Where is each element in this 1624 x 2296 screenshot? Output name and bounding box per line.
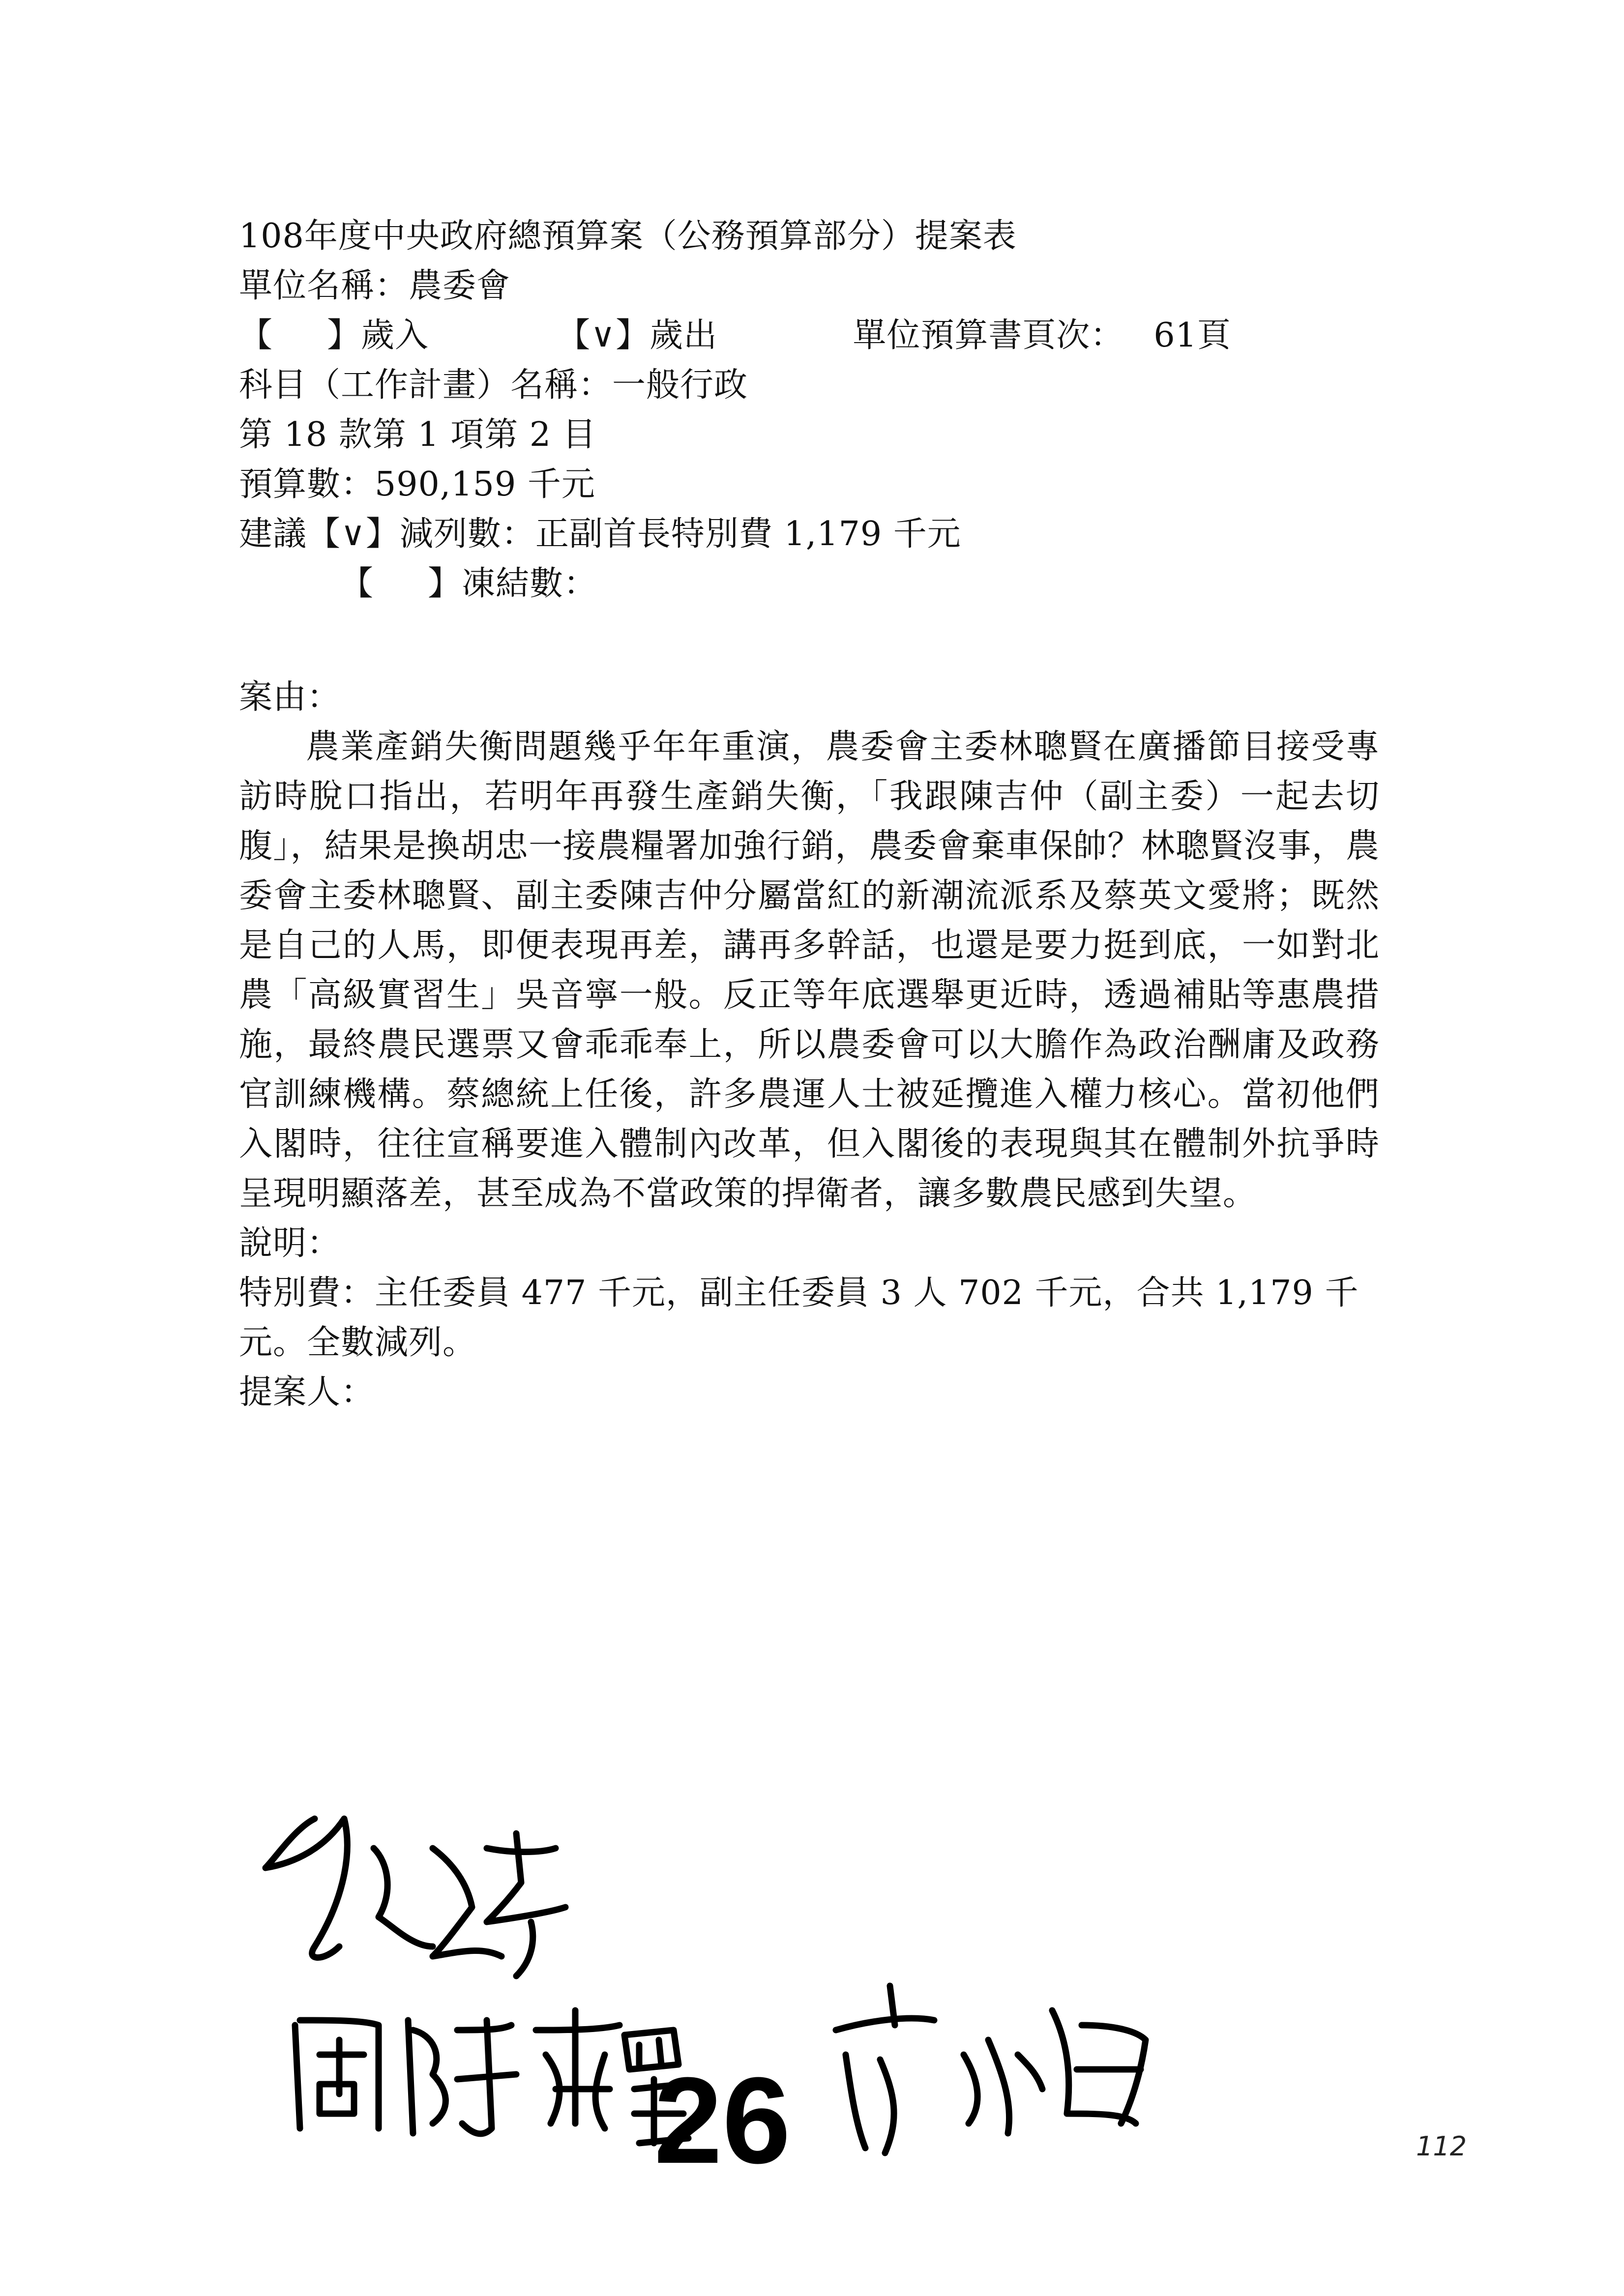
reduce-line: [239, 509, 1419, 559]
proposal-form: [239, 211, 1419, 1417]
subject-line: [239, 360, 1419, 410]
freeze-line: [239, 559, 1419, 609]
reduce-checkbox: ∨: [341, 515, 366, 553]
stamp-number: 26: [654, 2052, 791, 2189]
freeze-label: 凍結數：: [462, 564, 598, 603]
unit-line: [239, 261, 1419, 311]
reason-label: 案由：: [239, 678, 341, 717]
explanation-label: 說明：: [239, 1224, 341, 1263]
proposer-label: 提案人：: [239, 1373, 375, 1412]
budget-value: 590,159 千元: [375, 465, 595, 504]
reduce-label: 減列數：: [399, 515, 535, 553]
revenue-label: 歲入: [361, 316, 429, 355]
page-ref-value: 61頁: [1153, 316, 1231, 355]
freeze-bracket-close: 】: [428, 564, 462, 603]
page-ref-label: 單位預算書頁次：: [853, 316, 1124, 355]
item-line: 第 18 款第 1 項第 2 目: [239, 415, 596, 454]
budget-line: [239, 460, 1419, 509]
form-title: 108年度中央政府總預算案（公務預算部分）提案表: [239, 217, 1017, 256]
revenue-bracket-close: 】: [327, 316, 361, 355]
subject-label: 科目（工作計畫）名稱：: [239, 366, 613, 405]
reason-text: 農業產銷失衡問題幾乎年年重演，農委會主委林聰賢在廣播節目接受專訪時脫口指出，若明年再發生產銷失衡，「我跟陳吉仲（副主委）一起去切腹」，結果是換胡忠一接農糧署加強行銷，農委會棄車保帥？林聰賢沒事，農委會主委林聰賢、副主委陳吉仲分屬當紅的新潮流派系及蔡英文愛將；既然是自己的人馬，即便表現再差，講再多幹話，也還是要力挺到底，一如對北農「高級實習生」吳音寧一般。反正等年底選舉更近時，透過補貼等惠農措施，最終農民選票又會乖乖奉上，所以農委會可以大膽作為政治酬庸及政務官訓練機構。蔡總統上任後，許多農運人士被延攬進入權力核心。當初他們入閣時，往往宣稱要進入體制內改革，但入閣後的表現與其在體制外抗爭時呈現明顯落差，甚至成為不當政策的捍衛者，讓多數農民感到失望。: [239, 727, 1380, 1213]
revenue-bracket-open: 【: [239, 316, 273, 355]
reduce-bracket-close: 】: [365, 515, 400, 553]
expenditure-bracket-close: 】: [616, 316, 650, 355]
subject-value: 一般行政: [612, 366, 748, 405]
expenditure-label: 歲出: [650, 316, 718, 355]
page-number: 112: [1416, 2131, 1467, 2162]
suggestion-label: 建議: [239, 515, 307, 553]
signature-1: [266, 1819, 565, 1976]
signature-3: [836, 1986, 1146, 2153]
budget-label: 預算數：: [239, 465, 375, 504]
reduce-value: 正副首長特別費 1,179 千元: [535, 515, 961, 553]
freeze-bracket-open: 【: [340, 564, 374, 603]
expenditure-bracket-open: 【: [557, 316, 591, 355]
signature-2: [295, 2010, 688, 2143]
explanation-text: 特別費：主任委員 477 千元，副主任委員 3 人 702 千元，合共 1,179 千元。全數減列。: [239, 1274, 1359, 1362]
unit-value: 農委會: [409, 266, 511, 305]
unit-label: 單位名稱：: [239, 266, 409, 305]
category-line: [239, 311, 1419, 360]
reduce-bracket-open: 【: [307, 515, 341, 553]
expenditure-checkbox: ∨: [591, 316, 616, 355]
